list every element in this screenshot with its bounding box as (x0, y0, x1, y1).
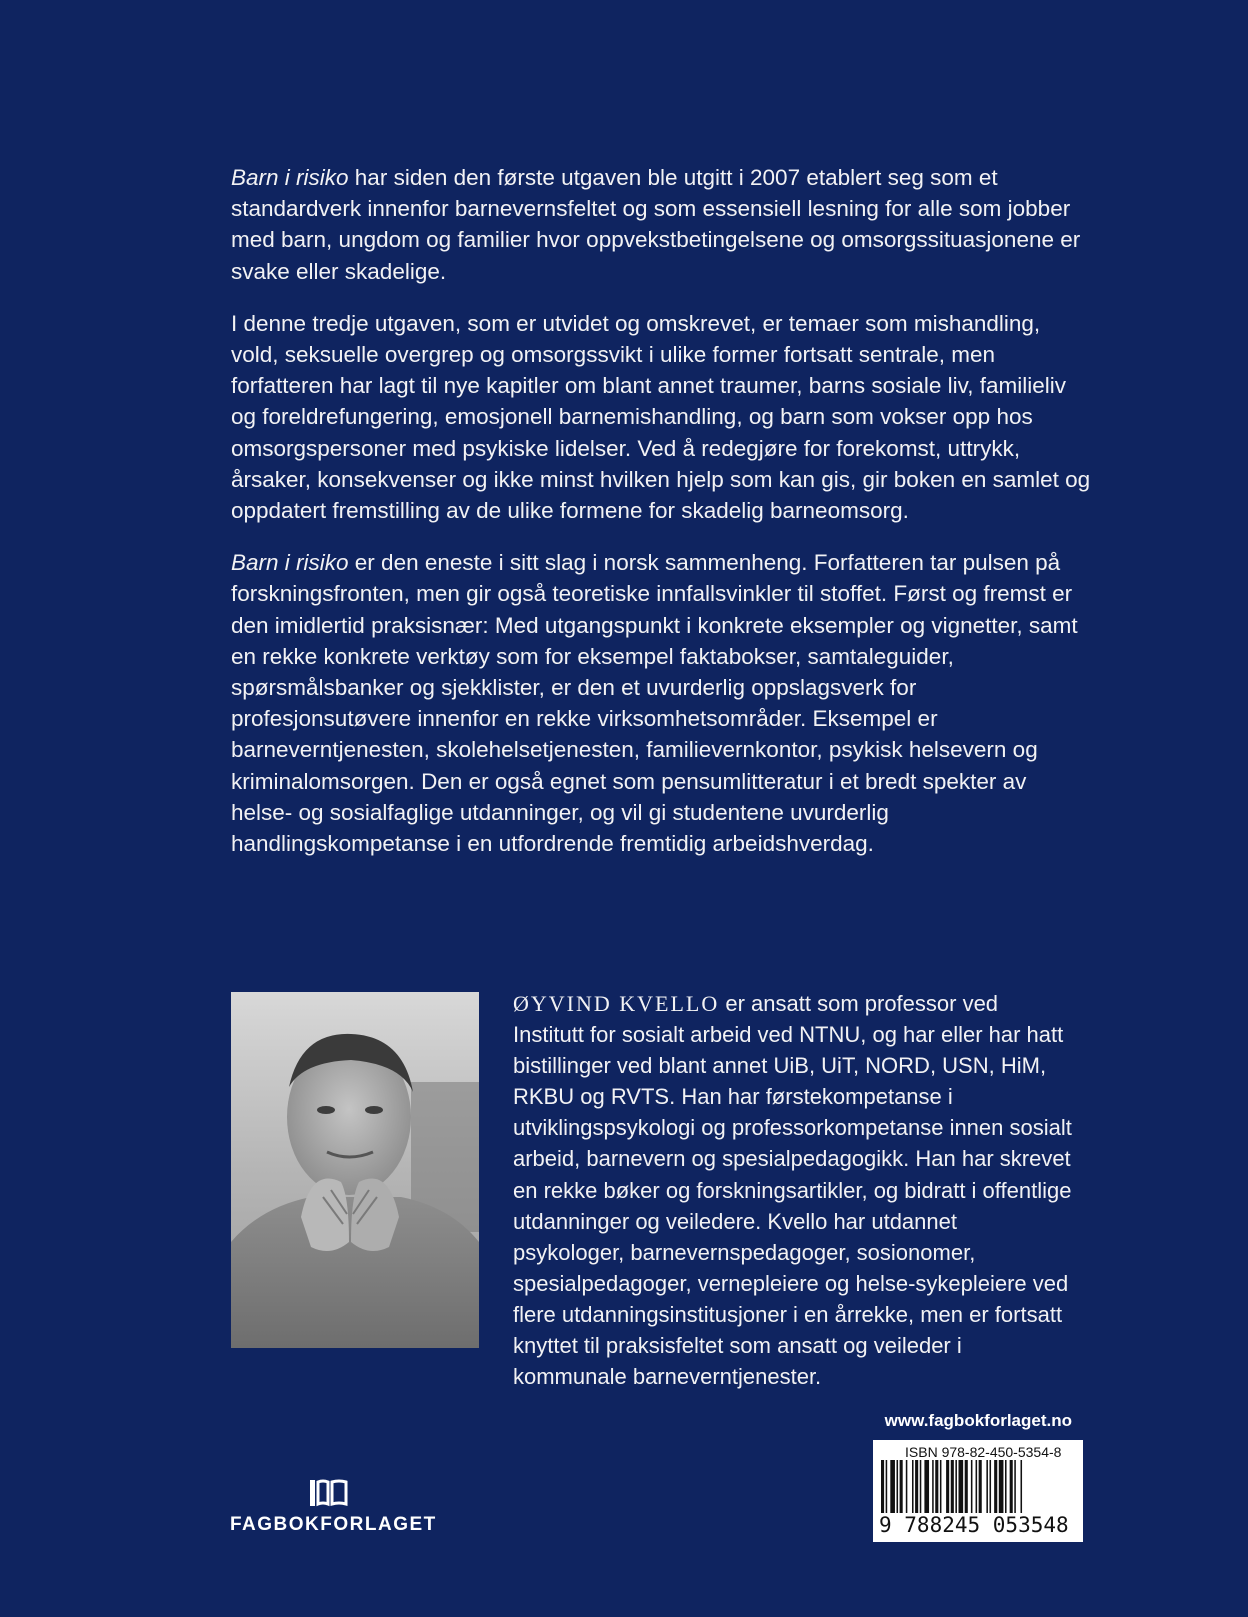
barcode-bar (900, 1460, 903, 1516)
barcode-bar (1021, 1460, 1023, 1516)
barcode-bar (959, 1460, 964, 1516)
barcode-bar (951, 1460, 954, 1516)
barcode-bar (971, 1460, 973, 1516)
barcode-box (873, 1440, 1083, 1542)
isbn-text: ISBN 978-82-450-5354-8 (905, 1444, 1062, 1460)
book-title-italic: Barn i risiko (231, 165, 349, 190)
barcode-bar (890, 1460, 895, 1516)
author-name: ØYVIND KVELLO (513, 991, 720, 1016)
barcode-bar (999, 1460, 1004, 1516)
blurb-paragraph-1 (231, 162, 1091, 287)
author-photo-image (231, 992, 479, 1348)
publisher-url: www.fagbokforlaget.no (884, 1411, 1072, 1430)
publisher-name: FAGBOKFORLAGET (230, 1514, 437, 1535)
author-bio (513, 988, 1073, 1392)
blurb-text-3: er den eneste i sitt slag i norsk sammenheng. Forfatteren tar pulsen på forskningsfronten, men gir også teoretiske innfallsvinkler til stoffet. Først og fremst er den imidlertid praksisnær: Med utgangspunkt i konkrete eksempler og vignetter, samt en rekke konkrete verktøy som for eksempel faktabokser, samtaleguider, spørsmålsbanker og sjekklister, er den et uvurderlig oppslagsverk for profesjonsutøvere innenfor en rekke virksomhetsområder. Eksempel er barneverntjenesten, skolehelsetjenesten, familievernkontor, psykisk helsevern og kriminalomsorgen. Den er også egnet som pensumlitteratur i et bredt spekter av helse- og sosialfaglige utdanninger, og vil gi studentene uvurderlig handlingskompetanse i en utfordrende fremtidig arbeidshverdag. (231, 550, 1078, 857)
blurb-paragraph-3 (231, 547, 1091, 859)
barcode-bar (932, 1460, 934, 1516)
barcode-bar (924, 1460, 929, 1516)
barcode-bar (976, 1460, 978, 1516)
blurb (231, 162, 1091, 880)
barcode-bar (940, 1460, 942, 1516)
barcode-bar (986, 1460, 988, 1516)
barcode-bar (990, 1460, 992, 1516)
barcode-bar (915, 1460, 918, 1516)
barcode-icon (879, 1460, 1077, 1516)
barcode-bar (912, 1460, 914, 1516)
barcode-bar (881, 1460, 884, 1516)
book-title-italic: Barn i risiko (231, 550, 349, 576)
blurb-text-2: I denne tredje utgaven, som er utvidet og omskrevet, er temaer som mishandling, vold, seksuelle overgrep og omsorgssvikt i ulike former fortsatt sentrale, men forfatteren har lagt til nye kapitler om blant annet traumer, barns sosiale liv, familieliv og foreldrefungering, emosjonell barnemishandling, og barn som vokser opp hos omsorgspersoner med psykiske lidelser. Ved å redegjøre for forekomst, uttrykk, årsaker, konsekvenser og ikke minst hvilken hjelp som kan gis, gir boken en samlet og oppdatert fremstilling av de ulike formene for skadelig barneomsorg. (231, 310, 1091, 524)
barcode-bar (897, 1460, 899, 1516)
barcode-bar (994, 1460, 997, 1516)
blurb-text-1: har siden den første utgaven ble utgitt i 2007 etablert seg som et standardverk innenfor barnevernsfeltet og som essensiell lesning for alle som jobber med barn, ungdom og familier hvor oppvekstbetingelsene og omsorgssituasjonene er svake eller skadelige. (231, 165, 1081, 284)
book-logo-icon (308, 1478, 352, 1508)
barcode-bar (920, 1460, 922, 1516)
barcode-bar (1010, 1460, 1013, 1516)
author-photo (231, 992, 479, 1348)
barcode-bar (955, 1460, 957, 1516)
blurb-paragraph-2 (231, 308, 1091, 526)
barcode-bar (965, 1460, 968, 1516)
barcode-bar (935, 1460, 938, 1516)
publisher-logo (230, 1478, 437, 1536)
barcode-bar (1014, 1460, 1016, 1516)
barcode-bar (906, 1460, 908, 1516)
barcode-digits: 9 788245 053548 (879, 1513, 1077, 1537)
barcode-bar (946, 1460, 949, 1516)
barcode-bar (886, 1460, 888, 1516)
barcode-bar (979, 1460, 982, 1516)
author-bio-text: er ansatt som professor ved Institutt for sosialt arbeid ved NTNU, og har eller har hatt bistillinger ved blant annet UiB, UiT, NORD, USN, HiM, RKBU og RVTS. Han har førstekompetanse i utviklingspsykologi og professorkompetanse innen sosialt arbeid, barnevern og spesialpedagogikk. Han har skrevet en rekke bøker og forskningsartikler, og bidratt i offentlige utdanninger og veiledere. Kvello har utdannet psykologer, barnevernspedagoger, sosionomer, spesialpedagoger, vernepleiere og helse-sykepleiere ved flere utdanningsinstitusjoner i en årrekke, men er fortsatt knyttet til praksisfeltet som ansatt og veileder i kommunale barneverntjenester. (513, 991, 1072, 1390)
barcode-bar (1005, 1460, 1007, 1516)
